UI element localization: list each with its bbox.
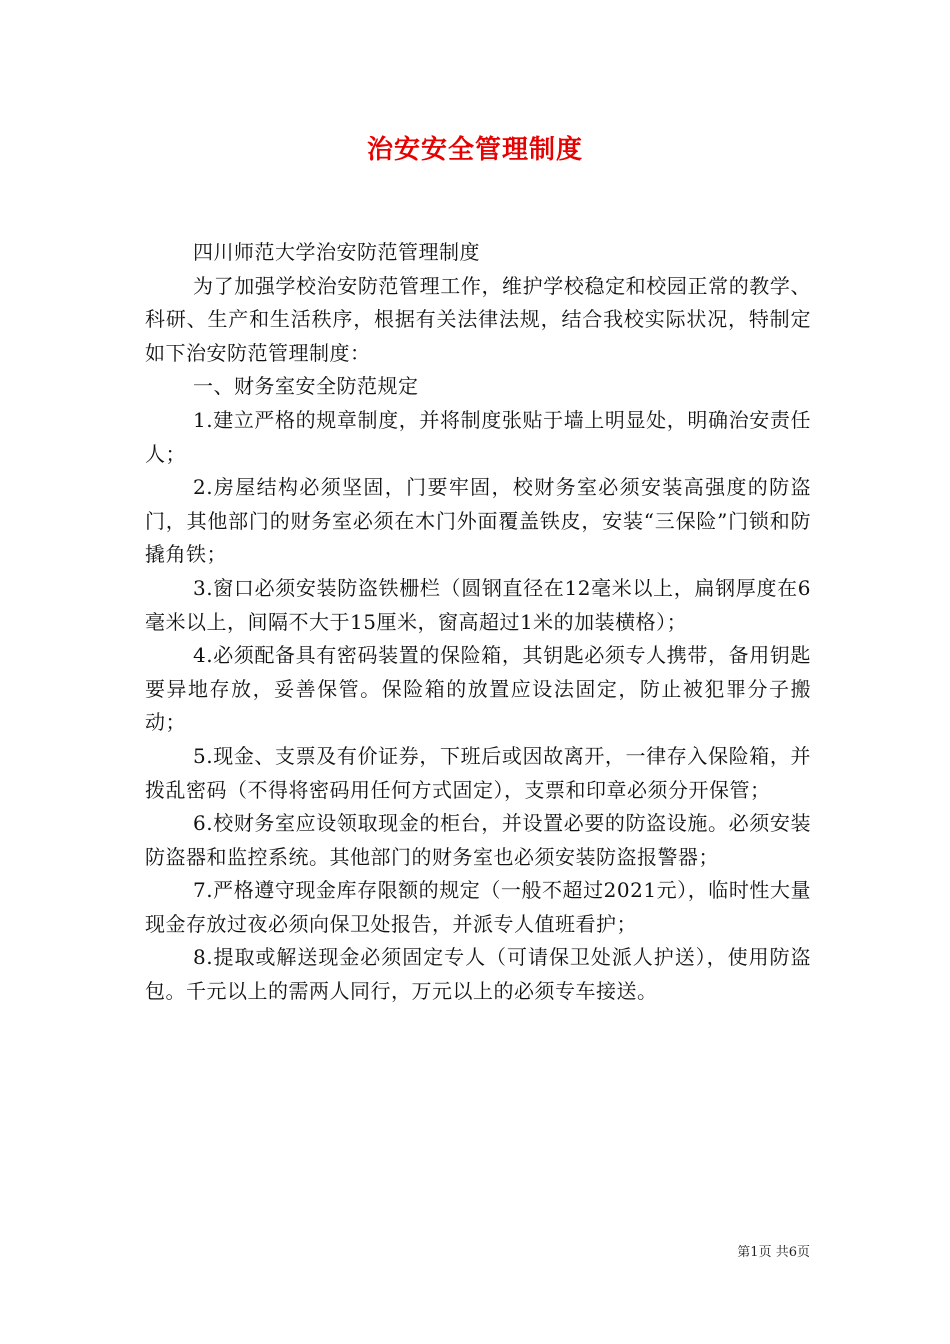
rule-item: 7.严格遵守现金库存限额的规定（一般不超过2021元），临时性大量现金存放过夜必须向保卫处报告，并派专人值班看护； bbox=[145, 878, 811, 936]
paragraph-intro: 为了加强学校治安防范管理工作，维护学校稳定和校园正常的教学、科研、生产和生活秩序，根据有关法律法规，结合我校实际状况，特制定如下治安防范管理制度： bbox=[145, 273, 811, 365]
page-label-middle: 页 共 bbox=[758, 1245, 789, 1260]
rule-item: 3.窗口必须安装防盗铁栅栏（圆钢直径在12毫米以上，扁钢厚度在6毫米以上，间隔不大于15厘米，窗高超过1米的加装横格）； bbox=[145, 575, 811, 634]
page-number-footer bbox=[737, 1244, 810, 1262]
document-subtitle: 四川师范大学治安防范管理制度 bbox=[193, 240, 480, 264]
total-pages-number: 6 bbox=[788, 1245, 797, 1260]
rule-item: 6.校财务室应设领取现金的柜台，并设置必要的防盗设施。必须安装防盗器和监控系统。其他部门的财务室也必须安装防盗报警器； bbox=[145, 811, 811, 869]
document-title: 治安安全管理制度 bbox=[366, 135, 583, 165]
rule-item: 8.提取或解送现金必须固定专人（可请保卫处派人护送），使用防盗包。千元以上的需两人同行，万元以上的必须专车接送。 bbox=[145, 945, 811, 1004]
rule-item: 2.房屋结构必须坚固，门要牢固，校财务室必须安装高强度的防盗门，其他部门的财务室必须在木门外面覆盖铁皮，安装“三保险”门锁和防撬角铁； bbox=[145, 475, 811, 567]
page-label-prefix: 第 bbox=[737, 1245, 751, 1260]
rule-item: 5.现金、支票及有价证券，下班后或因故离开，一律存入保险箱，并拨乱密码（不得将密码用任何方式固定），支票和印章必须分开保管； bbox=[145, 743, 811, 802]
section-heading: 一、财务室安全防范规定 bbox=[193, 374, 419, 399]
rule-item: 1.建立严格的规章制度，并将制度张贴于墙上明显处，明确治安责任人； bbox=[145, 407, 811, 466]
page-label-suffix: 页 bbox=[796, 1245, 810, 1260]
current-page-number: 1 bbox=[750, 1245, 759, 1260]
document-body bbox=[145, 236, 811, 1009]
rule-item: 4.必须配备具有密码装置的保险箱，其钥匙必须专人携带，备用钥匙要异地存放，妥善保管。保险箱的放置应设法固定，防止被犯罪分子搬动； bbox=[145, 643, 811, 735]
